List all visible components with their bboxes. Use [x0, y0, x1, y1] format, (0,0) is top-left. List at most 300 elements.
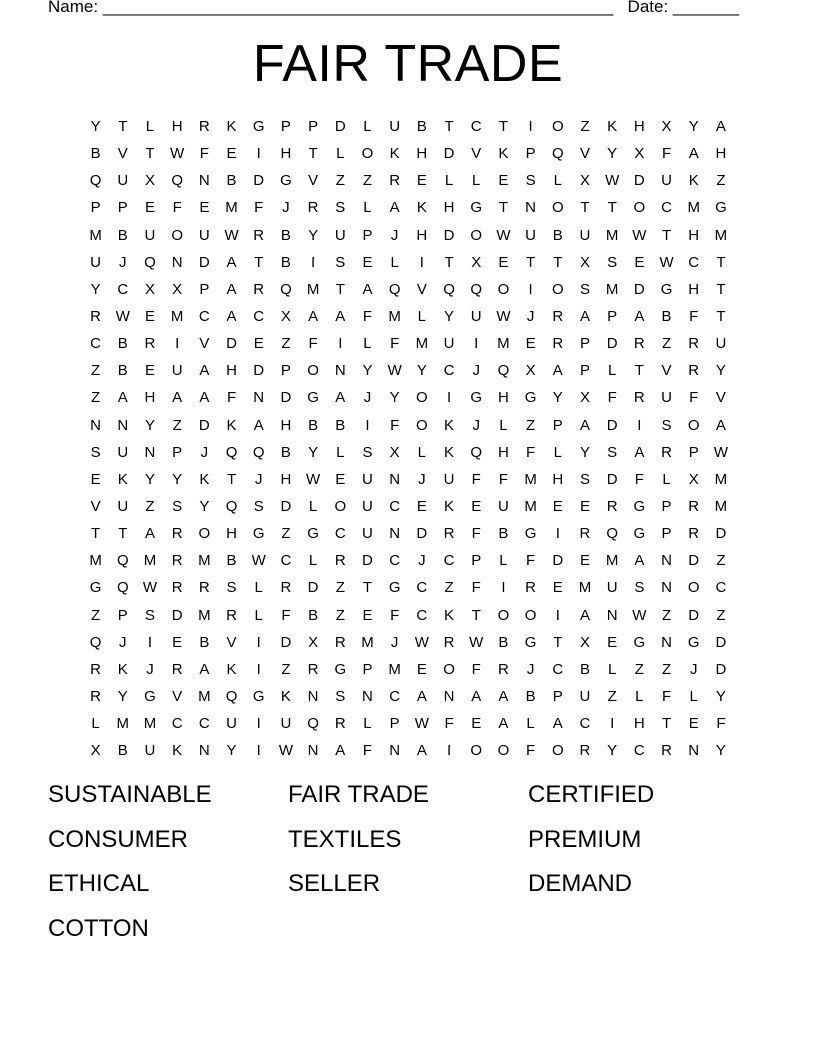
grid-letter: G	[252, 118, 265, 136]
grid-letter: F	[661, 688, 672, 706]
grid-letter: G	[388, 579, 401, 597]
grid-letter: R	[280, 579, 292, 597]
grid-letter: Y	[144, 416, 155, 434]
grid-letter: J	[390, 633, 399, 651]
grid-letter: H	[715, 145, 727, 163]
grid-letter: R	[688, 362, 700, 380]
grid-letter: Z	[335, 579, 345, 597]
word-list-item: PREMIUM	[528, 825, 642, 853]
grid-letter: E	[199, 199, 210, 217]
grid-letter: N	[661, 633, 672, 651]
grid-letter: F	[716, 715, 726, 733]
grid-letter: L	[553, 172, 562, 190]
grid-letter: E	[416, 172, 427, 190]
grid-letter: D	[715, 525, 727, 543]
grid-letter: I	[637, 416, 642, 434]
grid-letter: H	[552, 470, 564, 488]
grid-letter: Z	[91, 389, 101, 407]
grid-letter: K	[226, 416, 237, 434]
grid-letter: U	[443, 470, 455, 488]
grid-letter: O	[551, 199, 564, 217]
grid-letter: T	[335, 280, 345, 298]
grid-letter: T	[118, 525, 128, 543]
grid-letter: Q	[225, 443, 238, 461]
grid-letter: J	[282, 199, 290, 217]
grid-letter: Y	[715, 362, 726, 380]
grid-letter: W	[414, 633, 429, 651]
grid-letter: R	[389, 172, 401, 190]
grid-letter: E	[144, 362, 155, 380]
grid-letter: R	[171, 552, 183, 570]
grid-letter: F	[526, 443, 536, 461]
grid-letter: M	[578, 579, 592, 597]
grid-letter: Q	[443, 280, 455, 298]
grid-letter: K	[117, 470, 128, 488]
grid-letter: X	[90, 742, 101, 760]
grid-letter: Z	[716, 172, 726, 190]
grid-letter: M	[714, 498, 728, 516]
grid-letter: A	[199, 389, 210, 407]
grid-letter: R	[661, 742, 672, 760]
grid-letter: L	[526, 715, 535, 733]
grid-letter: N	[389, 470, 401, 488]
grid-letter: L	[607, 362, 617, 380]
grid-letter: O	[524, 606, 537, 624]
grid-letter: L	[689, 688, 698, 706]
grid-letter: T	[471, 606, 481, 624]
grid-letter: A	[389, 199, 400, 217]
grid-letter: D	[198, 416, 210, 434]
grid-letter: F	[254, 199, 264, 217]
grid-letter: M	[388, 308, 401, 326]
grid-letter: C	[90, 335, 102, 353]
grid-letter: I	[446, 389, 452, 407]
grid-letter: F	[308, 335, 318, 353]
grid-letter: W	[387, 362, 402, 380]
grid-letter: N	[661, 552, 672, 570]
grid-letter: A	[688, 145, 699, 163]
grid-letter: Q	[225, 498, 238, 516]
grid-letter: Y	[389, 389, 400, 407]
grid-letter: M	[605, 552, 619, 570]
grid-letter: F	[471, 525, 481, 543]
grid-letter: G	[633, 498, 646, 516]
date-label: Date:	[627, 0, 669, 16]
grid-letter: G	[524, 389, 537, 407]
grid-letter: P	[117, 606, 128, 624]
grid-letter: O	[470, 742, 483, 760]
grid-letter: Z	[145, 498, 155, 516]
grid-letter: L	[607, 660, 617, 678]
grid-letter: W	[414, 715, 429, 733]
grid-letter: B	[117, 335, 128, 353]
grid-letter: O	[334, 498, 347, 516]
grid-letter: N	[117, 416, 129, 434]
grid-letter: T	[362, 579, 373, 597]
grid-letter: T	[607, 199, 617, 217]
grid-letter: L	[444, 172, 454, 190]
grid-letter: I	[555, 525, 560, 543]
grid-letter: Q	[606, 525, 618, 543]
grid-letter: R	[307, 660, 319, 678]
grid-letter: P	[607, 308, 618, 326]
grid-letter: C	[470, 118, 482, 136]
grid-letter: Z	[335, 606, 345, 624]
grid-letter: U	[226, 715, 237, 733]
word-list-item: CERTIFIED	[528, 781, 655, 808]
grid-letter: G	[252, 525, 265, 543]
grid-letter: M	[605, 226, 619, 244]
grid-letter: W	[224, 226, 239, 244]
grid-letter: G	[470, 199, 483, 217]
grid-letter: D	[552, 552, 564, 570]
grid-letter: A	[579, 308, 590, 326]
grid-letter: M	[198, 552, 211, 570]
grid-letter: A	[199, 660, 210, 678]
grid-letter: Z	[661, 606, 672, 624]
grid-letter: J	[526, 308, 535, 326]
grid-letter: J	[200, 443, 209, 461]
grid-letter: S	[525, 172, 536, 190]
grid-letter: X	[634, 145, 645, 163]
grid-letter: X	[579, 633, 590, 651]
grid-letter: D	[688, 606, 700, 624]
grid-letter: N	[307, 688, 319, 706]
grid-letter: C	[579, 715, 591, 733]
grid-letter: F	[689, 389, 699, 407]
grid-letter: R	[552, 308, 564, 326]
grid-letter: D	[334, 118, 346, 136]
grid-letter: R	[198, 118, 210, 136]
grid-letter: O	[551, 280, 564, 298]
grid-letter: A	[226, 308, 237, 326]
grid-letter: B	[661, 308, 672, 326]
grid-letter: H	[497, 443, 509, 461]
grid-letter: B	[579, 660, 590, 678]
grid-letter: U	[117, 443, 129, 461]
grid-letter: I	[256, 633, 261, 651]
grid-letter: W	[713, 443, 728, 461]
grid-letter: K	[416, 199, 427, 217]
grid-letter: S	[607, 253, 618, 271]
grid-letter: K	[199, 470, 210, 488]
grid-letter: C	[334, 525, 346, 543]
grid-letter: V	[226, 633, 237, 651]
grid-letter: X	[144, 172, 155, 190]
grid-letter: V	[117, 145, 128, 163]
grid-letter: Q	[551, 145, 564, 163]
grid-letter: R	[90, 308, 102, 326]
grid-letter: X	[661, 118, 672, 136]
grid-letter: Q	[225, 688, 238, 706]
grid-letter: X	[579, 389, 590, 407]
grid-letter: F	[390, 606, 400, 624]
grid-letter: F	[607, 389, 617, 407]
grid-letter: H	[416, 226, 428, 244]
grid-letter: T	[553, 253, 563, 271]
word-list-item: SELLER	[288, 870, 381, 897]
grid-letter: R	[688, 498, 700, 516]
grid-letter: D	[443, 145, 455, 163]
word-list-item: FAIR TRADE	[288, 781, 429, 808]
grid-letter: R	[171, 660, 183, 678]
grid-letter: W	[142, 579, 158, 597]
grid-letter: L	[363, 118, 372, 136]
grid-letter: Y	[226, 742, 237, 760]
grid-letter: R	[497, 660, 509, 678]
grid-letter: D	[633, 280, 645, 298]
grid-letter: R	[443, 525, 455, 543]
grid-letter: B	[117, 226, 128, 244]
grid-letter: N	[307, 742, 319, 760]
grid-letter: N	[90, 416, 102, 434]
grid-letter: C	[389, 552, 401, 570]
grid-letter: P	[688, 443, 699, 461]
grid-letter: S	[226, 579, 237, 597]
grid-letter: F	[526, 552, 536, 570]
grid-letter: G	[334, 660, 347, 678]
grid-letter: W	[278, 742, 293, 760]
grid-letter: A	[226, 280, 237, 298]
grid-letter: X	[688, 470, 699, 488]
date-blank: _______	[672, 0, 740, 16]
grid-letter: U	[579, 688, 591, 706]
grid-letter: A	[253, 416, 264, 434]
word-list-item: ETHICAL	[48, 870, 150, 897]
grid-letter: O	[497, 742, 510, 760]
grid-letter: K	[607, 118, 618, 136]
grid-letter: L	[662, 470, 671, 488]
grid-letter: B	[280, 443, 291, 461]
grid-letter: H	[633, 715, 645, 733]
grid-letter: Q	[171, 172, 183, 190]
grid-letter: H	[443, 199, 455, 217]
grid-letter: M	[198, 688, 211, 706]
grid-letter: G	[280, 172, 292, 190]
grid-letter: V	[661, 362, 672, 380]
grid-letter: T	[526, 253, 536, 271]
grid-letter: T	[145, 145, 155, 163]
grid-letter: S	[661, 416, 672, 434]
grid-letter: O	[416, 389, 428, 407]
grid-letter: C	[389, 688, 401, 706]
grid-letter: O	[551, 742, 564, 760]
grid-letter: T	[118, 118, 128, 136]
grid-letter: B	[498, 525, 509, 543]
grid-letter: F	[390, 335, 400, 353]
grid-letter: A	[552, 362, 563, 380]
grid-letter: U	[661, 389, 672, 407]
grid-letter: B	[525, 688, 536, 706]
grid-letter: D	[443, 226, 455, 244]
grid-letter: U	[362, 470, 373, 488]
grid-letter: T	[498, 118, 508, 136]
grid-letter: U	[117, 498, 129, 516]
grid-letter: C	[198, 308, 210, 326]
grid-letter: I	[365, 416, 370, 434]
grid-letter: K	[444, 498, 455, 516]
grid-letter: J	[472, 362, 480, 380]
grid-letter: B	[117, 742, 128, 760]
grid-letter: L	[363, 335, 372, 353]
grid-letter: W	[469, 633, 484, 651]
grid-letter: H	[280, 145, 292, 163]
grid-letter: A	[715, 416, 726, 434]
grid-letter: M	[714, 470, 728, 488]
grid-letter: W	[632, 606, 647, 624]
grid-letter: N	[661, 579, 672, 597]
grid-letter: K	[444, 606, 455, 624]
grid-letter: P	[552, 416, 563, 434]
grid-letter: S	[90, 443, 101, 461]
grid-letter: K	[280, 688, 291, 706]
grid-letter: E	[471, 498, 482, 516]
grid-letter: M	[170, 308, 184, 326]
grid-letter: A	[579, 416, 590, 434]
word-list	[48, 778, 768, 956]
grid-letter: A	[634, 308, 645, 326]
grid-letter: J	[472, 416, 480, 434]
grid-letter: Q	[116, 552, 129, 570]
grid-letter: B	[308, 416, 319, 434]
grid-letter: Y	[172, 470, 183, 488]
grid-letter: D	[226, 335, 237, 353]
grid-letter: P	[579, 362, 590, 380]
grid-letter: L	[308, 552, 318, 570]
grid-letter: Z	[281, 335, 291, 353]
grid-letter: U	[443, 335, 455, 353]
grid-letter: D	[171, 606, 183, 624]
grid-letter: Q	[252, 443, 265, 461]
grid-letter: A	[498, 688, 509, 706]
grid-letter: P	[172, 443, 183, 461]
grid-letter: U	[470, 308, 482, 326]
grid-letter: U	[362, 498, 373, 516]
grid-letter: N	[253, 389, 265, 407]
grid-letter: W	[251, 552, 266, 570]
grid-letter: T	[661, 226, 672, 244]
word-list-item: COTTON	[48, 914, 149, 942]
grid-letter: O	[497, 606, 510, 624]
grid-letter: E	[416, 498, 427, 516]
grid-letter: R	[226, 606, 237, 624]
grid-letter: J	[526, 660, 535, 678]
grid-letter: Q	[497, 362, 510, 380]
grid-letter: J	[390, 226, 399, 244]
grid-letter: E	[688, 715, 699, 733]
grid-letter: I	[528, 118, 533, 136]
grid-letter: E	[498, 172, 509, 190]
grid-letter: L	[635, 688, 644, 706]
grid-letter: L	[336, 443, 345, 461]
grid-letter: D	[606, 470, 618, 488]
grid-letter: H	[280, 470, 292, 488]
grid-letter: P	[389, 715, 400, 733]
grid-letter: B	[117, 362, 128, 380]
grid-letter: B	[498, 633, 509, 651]
grid-letter: M	[198, 606, 211, 624]
grid-letter: N	[171, 253, 183, 271]
grid-letter: V	[90, 498, 101, 516]
grid-letter: Q	[470, 280, 483, 298]
grid-letter: X	[525, 362, 536, 380]
grid-letter: Q	[388, 280, 401, 298]
grid-letter: M	[524, 470, 537, 488]
grid-letter: O	[551, 118, 564, 136]
grid-letter: B	[335, 416, 346, 434]
grid-letter: P	[362, 226, 373, 244]
grid-letter: G	[715, 199, 727, 217]
grid-letter: U	[144, 742, 156, 760]
grid-letter: W	[659, 253, 674, 271]
grid-letter: R	[606, 498, 618, 516]
grid-letter: R	[171, 579, 183, 597]
grid-letter: Z	[716, 552, 726, 570]
grid-letter: S	[144, 606, 155, 624]
grid-letter: W	[306, 470, 321, 488]
grid-letter: U	[90, 253, 102, 271]
grid-letter: Z	[580, 118, 590, 136]
grid-letter: A	[144, 525, 155, 543]
grid-letter: T	[553, 633, 563, 651]
grid-letter: M	[89, 552, 102, 570]
grid-letter: A	[579, 606, 590, 624]
grid-letter: Y	[199, 498, 210, 516]
grid-letter: Z	[281, 525, 291, 543]
grid-letter: Q	[89, 172, 102, 190]
grid-letter: G	[633, 525, 646, 543]
grid-letter: A	[634, 443, 645, 461]
grid-letter: Z	[281, 660, 291, 678]
grid-letter: J	[146, 660, 154, 678]
grid-letter: Z	[526, 416, 536, 434]
grid-letter: U	[198, 226, 210, 244]
grid-letter: I	[147, 633, 153, 651]
grid-letter: R	[552, 335, 564, 353]
grid-letter: P	[471, 552, 482, 570]
grid-letter: K	[226, 118, 237, 136]
grid-letter: V	[579, 145, 590, 163]
grid-letter: M	[605, 280, 619, 298]
grid-letter: R	[90, 660, 102, 678]
grid-letter: L	[499, 552, 508, 570]
grid-letter: R	[334, 552, 346, 570]
grid-letter: I	[256, 742, 261, 760]
grid-letter: B	[280, 253, 291, 271]
word-list-item: CONSUMER	[48, 825, 189, 853]
grid-letter: F	[471, 470, 481, 488]
grid-letter: H	[226, 525, 237, 543]
grid-letter: H	[633, 118, 645, 136]
grid-letter: L	[472, 172, 481, 190]
grid-letter: C	[253, 308, 265, 326]
grid-letter: P	[552, 688, 563, 706]
grid-letter: C	[416, 579, 428, 597]
grid-letter: O	[443, 660, 455, 678]
grid-letter: A	[552, 715, 563, 733]
grid-letter: V	[471, 145, 482, 163]
grid-letter: G	[252, 688, 265, 706]
grid-letter: A	[172, 389, 183, 407]
word-list-item: TEXTILES	[288, 825, 402, 853]
grid-letter: E	[525, 335, 536, 353]
grid-letter: V	[715, 389, 726, 407]
grid-letter: W	[632, 226, 647, 244]
grid-letter: Y	[144, 470, 155, 488]
grid-letter: E	[498, 253, 509, 271]
grid-letter: L	[363, 715, 372, 733]
grid-letter: X	[144, 280, 155, 298]
